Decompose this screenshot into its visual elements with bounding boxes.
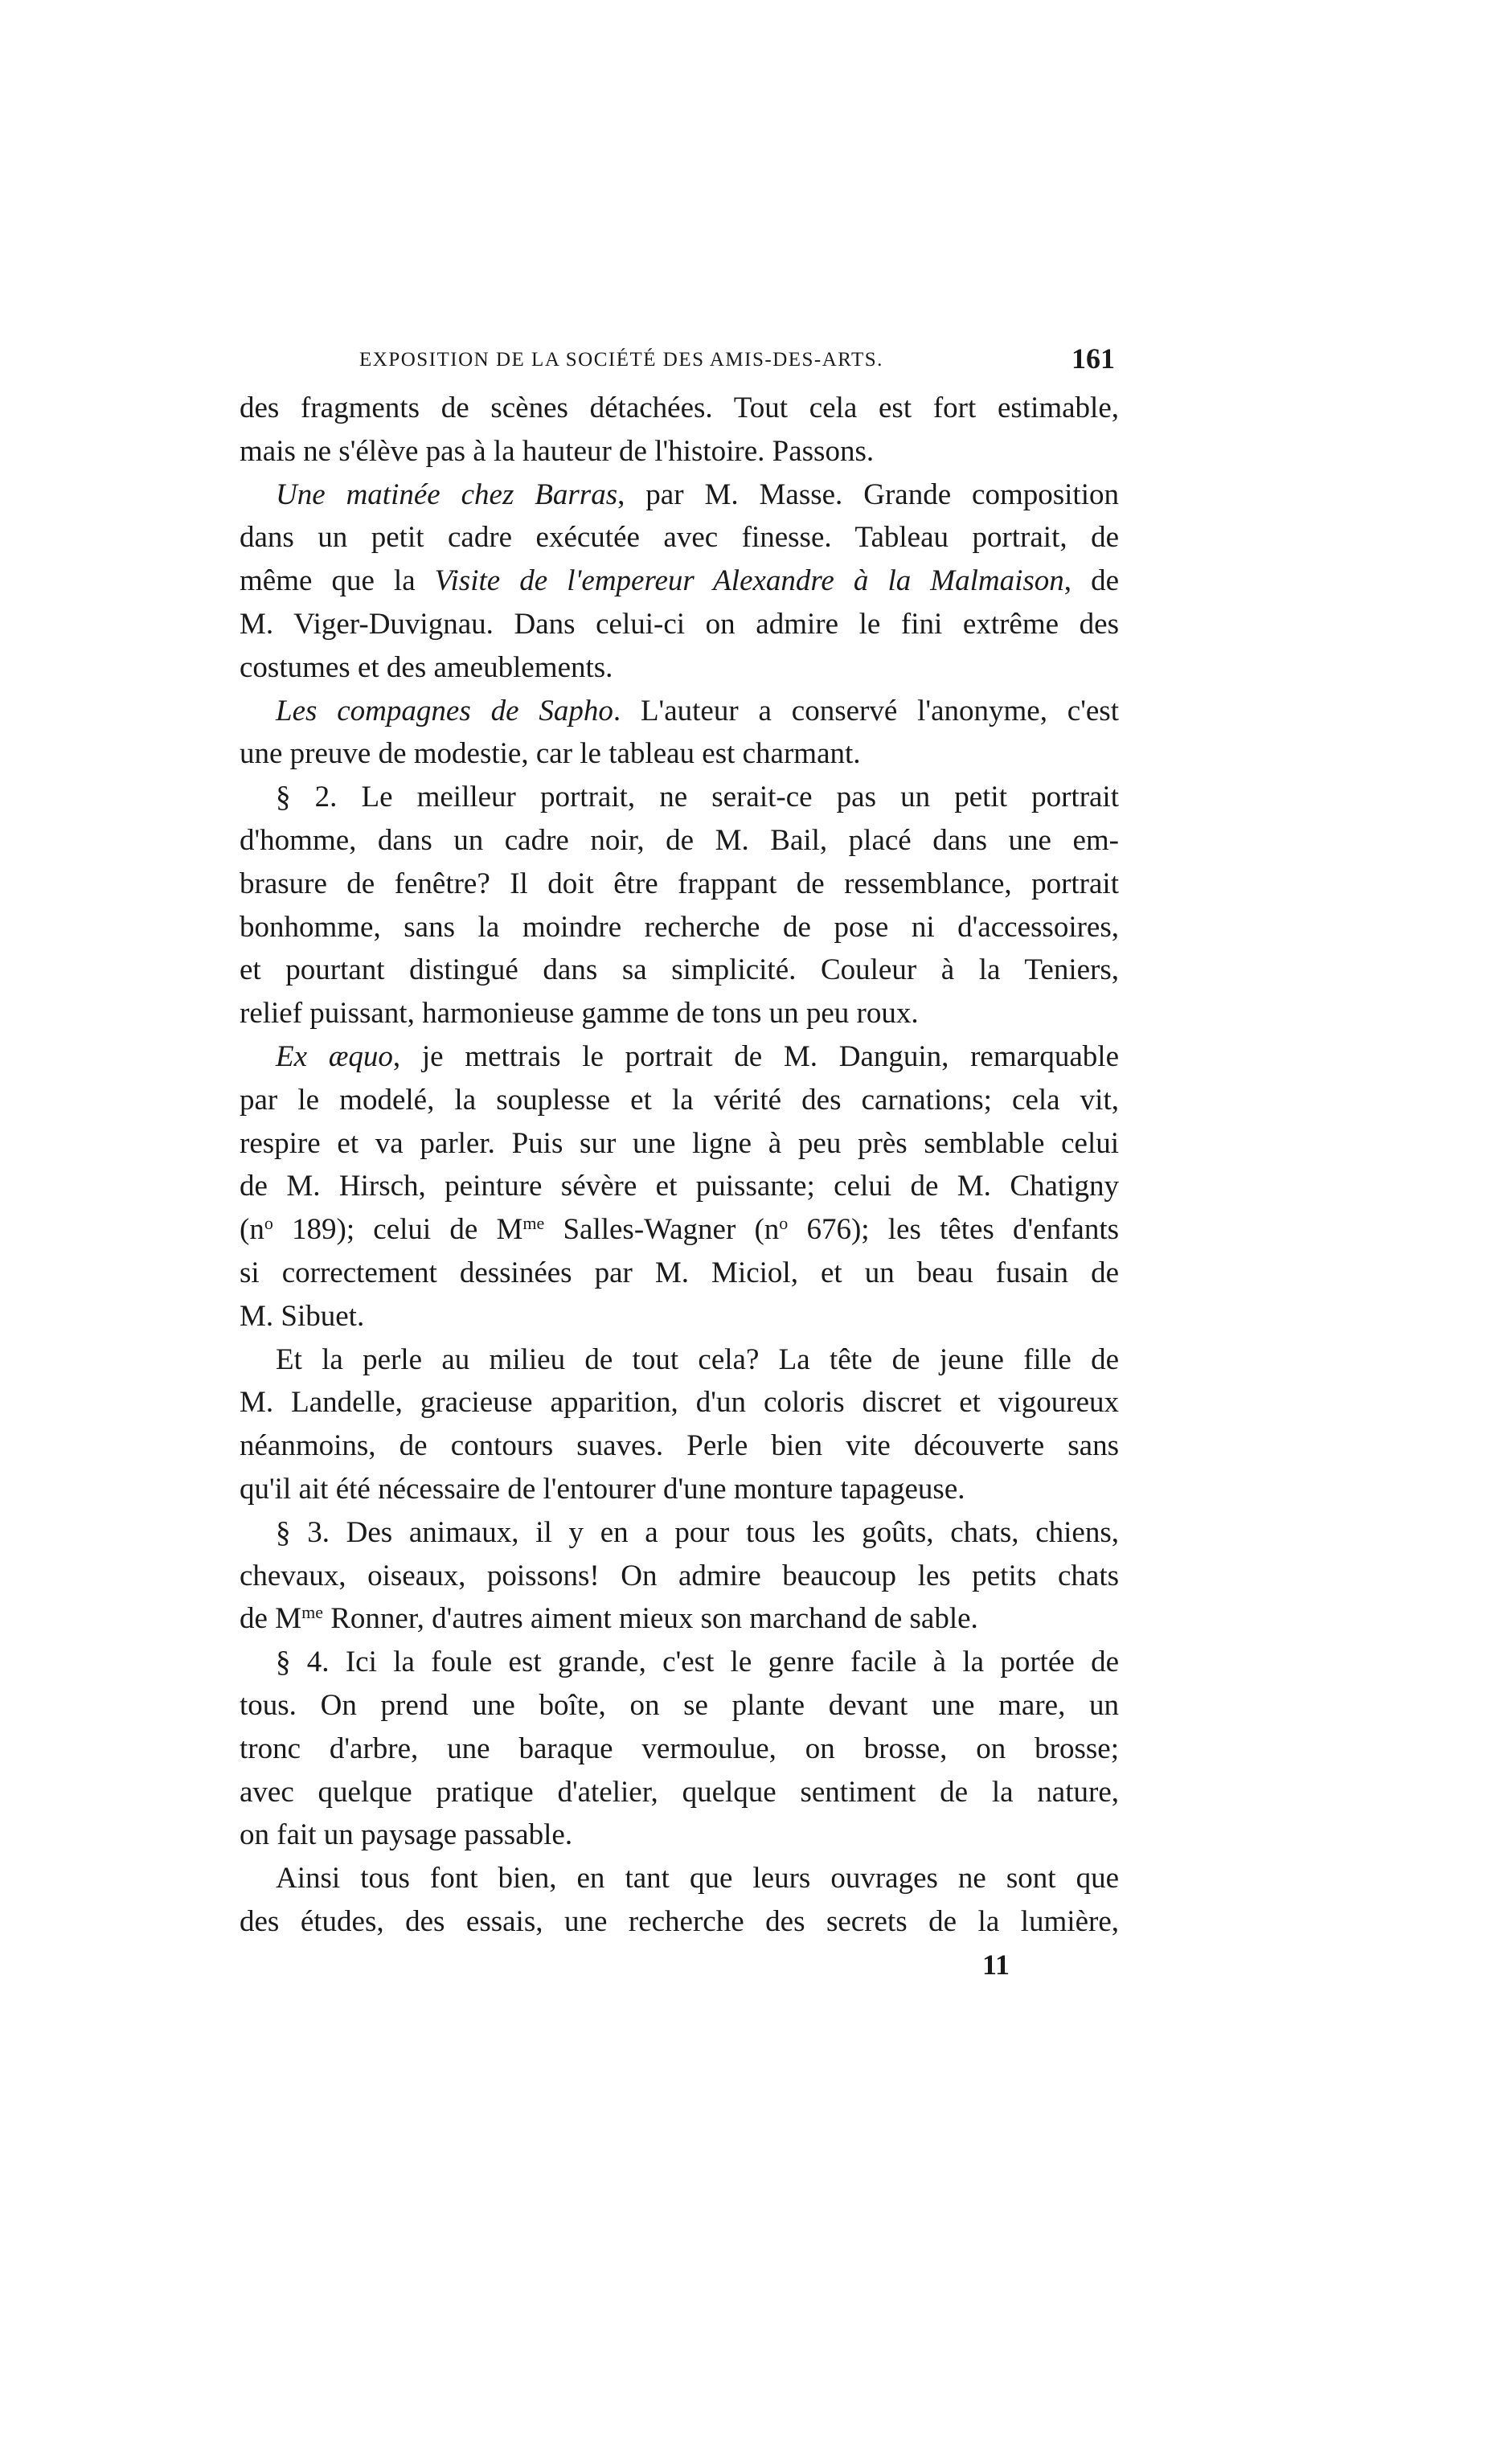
- text-line: [240, 1727, 1119, 1771]
- text-line: [240, 1381, 1119, 1424]
- text-run: mais ne s'élève pas à la hauteur de l'histoire. Passons.: [240, 434, 875, 468]
- text-run: (n: [240, 1213, 264, 1247]
- text-run: néanmoins, de contours suaves. Perle bien vite découverte sans: [240, 1429, 1119, 1463]
- italic-title: Visite de l'empereur Alexandre à la Malmaison: [434, 564, 1064, 598]
- text-run: § 4. Ici la foule est grande, c'est le genre facile à la portée de: [276, 1645, 1119, 1679]
- running-header: [359, 344, 1115, 376]
- text-line: [240, 1814, 1119, 1857]
- text-run: par le modelé, la souplesse et la vérité des carnations; cela vit,: [240, 1083, 1119, 1117]
- text-run: des études, des essais, une recherche des secrets de la lumière,: [240, 1904, 1119, 1938]
- text-run: M. Viger-Duvignau. Dans celui-ci on admire le fini extrême des: [240, 607, 1119, 641]
- text-line: [240, 1857, 1119, 1900]
- text-run: 189); celui de M: [272, 1213, 523, 1247]
- text-run: § 2. Le meilleur portrait, ne serait-ce pas un petit portrait: [276, 781, 1119, 814]
- text-line: [240, 603, 1119, 646]
- text-line: [240, 863, 1119, 906]
- italic-title: Ex æquo: [276, 1039, 393, 1073]
- text-line: [240, 1771, 1119, 1814]
- text-run: Ainsi tous font bien, en tant que leurs ouvrages ne sont que: [276, 1862, 1119, 1895]
- text-run: brasure de fenêtre? Il doit être frappant de ressemblance, portrait: [240, 867, 1119, 900]
- text-line: [240, 1555, 1119, 1598]
- text-run: si correctement dessinées par M. Miciol, et un beau fusain de: [240, 1256, 1119, 1289]
- text-run: costumes et des ameublements.: [240, 650, 613, 684]
- text-run: de M. Hirsch, peinture sévère et puissante; celui de M. Chatigny: [240, 1170, 1119, 1203]
- text-run: . L'auteur a conservé l'anonyme, c'est: [613, 694, 1119, 727]
- text-run: Et la perle au milieu de tout cela? La tête de jeune fille de: [276, 1342, 1119, 1376]
- text-run: , par M. Masse. Grande composition: [617, 477, 1119, 511]
- superscript: me: [301, 1602, 323, 1623]
- text-run: 676); les têtes d'enfants: [788, 1213, 1120, 1247]
- text-run: M. Landelle, gracieuse apparition, d'un coloris discret et vigoureux: [240, 1386, 1119, 1420]
- text-run: dans un petit cadre exécutée avec finesse. Tableau portrait, de: [240, 521, 1119, 555]
- text-run: une preuve de modestie, car le tableau est charmant.: [240, 737, 861, 771]
- text-run: Ronner, d'autres aiment mieux son marchand de sable.: [322, 1602, 978, 1636]
- text-run: de M: [240, 1602, 302, 1636]
- text-line: [240, 646, 1119, 690]
- text-line: [240, 1165, 1119, 1208]
- text-line: [240, 473, 1119, 517]
- italic-title: Une matinée chez Barras: [276, 477, 618, 511]
- body-text: [240, 387, 1119, 1944]
- text-line: [240, 1684, 1119, 1727]
- text-run: d'homme, dans un cadre noir, de M. Bail, placé dans une em-: [240, 823, 1119, 857]
- text-line: [240, 559, 1119, 603]
- superscript: o: [779, 1213, 789, 1234]
- text-line: [240, 1468, 1119, 1511]
- text-line: [240, 992, 1119, 1035]
- text-line: [240, 906, 1119, 949]
- signature-mark: 11: [982, 1949, 1010, 1981]
- text-run: relief puissant, harmonieuse gamme de tons un peu roux.: [240, 997, 919, 1031]
- text-line: [240, 1511, 1119, 1555]
- text-line: [240, 1208, 1119, 1252]
- text-line: [240, 1295, 1119, 1338]
- text-run: chevaux, oiseaux, poissons! On admire beaucoup les petits chats: [240, 1559, 1119, 1592]
- text-run: respire et va parler. Puis sur une ligne à peu près semblable celui: [240, 1126, 1119, 1160]
- text-run: § 3. Des animaux, il y en a pour tous les goûts, chats, chiens,: [276, 1515, 1119, 1549]
- text-line: [240, 1122, 1119, 1166]
- text-line: [240, 387, 1119, 430]
- page-number: 161: [1072, 342, 1115, 375]
- text-line: [240, 776, 1119, 819]
- text-line: [240, 1338, 1119, 1382]
- superscript: o: [264, 1213, 273, 1234]
- text-run: même que la: [240, 564, 435, 598]
- text-run: tous. On prend une boîte, on se plante devant une mare, un: [240, 1688, 1119, 1722]
- text-line: [240, 690, 1119, 733]
- text-line: [240, 819, 1119, 863]
- text-line: [240, 1252, 1119, 1295]
- text-run: bonhomme, sans la moindre recherche de pose ni d'accessoires,: [240, 910, 1119, 944]
- text-run: Salles-Wagner (n: [544, 1213, 780, 1247]
- text-line: [240, 1597, 1119, 1641]
- text-line: [240, 516, 1119, 559]
- text-run: qu'il ait été nécessaire de l'entourer d'une monture tapageuse.: [240, 1472, 965, 1506]
- text-run: , je mettrais le portrait de M. Danguin, remarquable: [392, 1039, 1119, 1073]
- text-line: [240, 949, 1119, 992]
- italic-title: Les compagnes de Sapho: [276, 694, 613, 727]
- text-line: [240, 1641, 1119, 1684]
- text-run: , de: [1063, 564, 1119, 598]
- text-line: [240, 732, 1119, 776]
- text-run: on fait un paysage passable.: [240, 1818, 573, 1852]
- superscript: me: [522, 1213, 545, 1234]
- text-line: [240, 1900, 1119, 1944]
- text-line: [240, 430, 1119, 473]
- text-line: [240, 1079, 1119, 1122]
- running-title: EXPOSITION DE LA SOCIÉTÉ DES AMIS-DES-ARTS.: [359, 349, 883, 371]
- text-run: et pourtant distingué dans sa simplicité. Couleur à la Teniers,: [240, 953, 1119, 987]
- text-line: [240, 1035, 1119, 1079]
- text-line: [240, 1424, 1119, 1468]
- text-run: tronc d'arbre, une baraque vermoulue, on brosse, on brosse;: [240, 1732, 1119, 1765]
- text-run: avec quelque pratique d'atelier, quelque sentiment de la nature,: [240, 1775, 1119, 1809]
- text-run: M. Sibuet.: [240, 1299, 365, 1333]
- text-run: des fragments de scènes détachées. Tout cela est fort estimable,: [240, 391, 1119, 424]
